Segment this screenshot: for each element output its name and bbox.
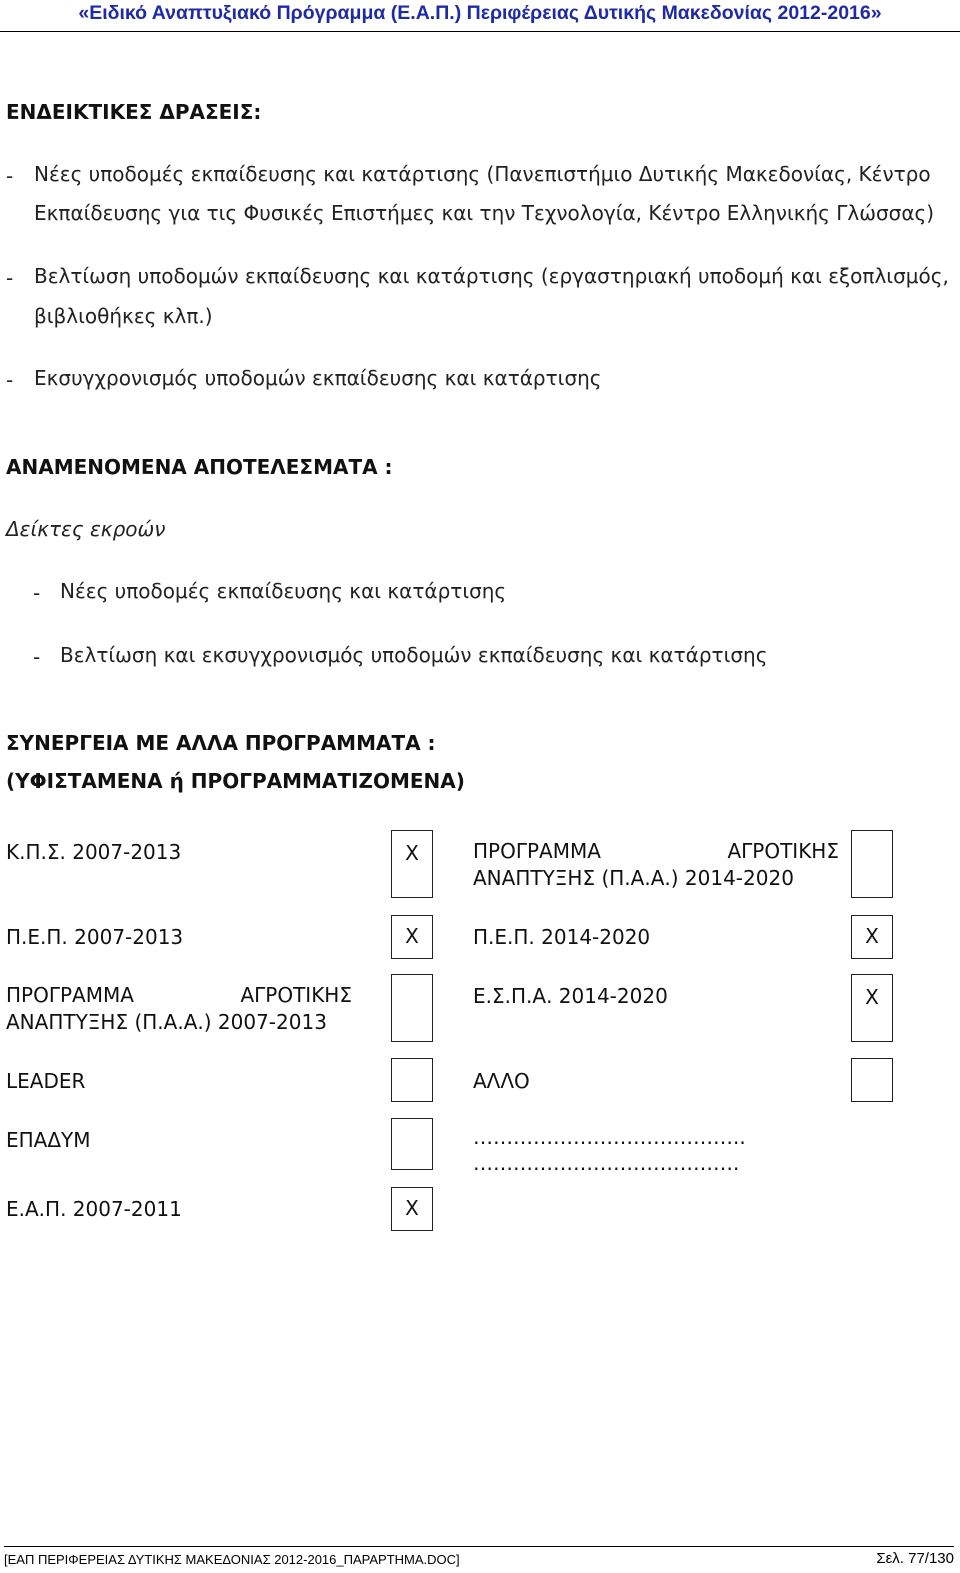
checkbox-leader[interactable] [391, 1058, 433, 1102]
other-fill-line2: …………………………………. [473, 1151, 740, 1175]
synergy-heading-line1: ΣΥΝΕΡΓΕΙΑ ΜΕ ΑΛΛΑ ΠΡΟΓΡΑΜΜΑΤΑ : [6, 731, 436, 755]
checkbox-pep-2007[interactable]: X [391, 915, 433, 959]
checkbox-paa-2007[interactable] [391, 974, 433, 1042]
checkbox-espa-2014[interactable]: X [851, 974, 893, 1042]
other-fill-line1: ………………………………….. [473, 1125, 746, 1149]
bullet-dash: - [33, 645, 41, 669]
action-2-line1: Βελτίωση υποδομών εκπαίδευσης και κατάρτισης (εργαστηριακή υποδομή και εξοπλισμός, [34, 264, 949, 288]
result-2: Βελτίωση και εκσυγχρονισμός υποδομών εκπαίδευσης και κατάρτισης [60, 643, 768, 667]
program-label-paa-2014-word1: ΠΡΟΓΡΑΜΜΑ [473, 839, 601, 863]
bullet-dash: - [6, 266, 14, 290]
program-label-paa-2007-word2: ΑΓΡΟΤΙΚΗΣ [240, 983, 352, 1007]
expected-results-heading: ΑΝΑΜΕΝΟΜΕΝΑ ΑΠΟΤΕΛΕΣΜΑΤΑ : [6, 455, 393, 479]
bullet-dash: - [6, 368, 14, 392]
action-2-line2: βιβλιοθήκες κλπ.) [34, 304, 213, 328]
program-label-paa-2014-word2: ΑΓΡΟΤΙΚΗΣ [727, 839, 839, 863]
action-1-line2: Εκπαίδευσης για τις Φυσικές Επιστήμες και την Τεχνολογία, Κέντρο Ελληνικής Γλώσσας) [34, 201, 935, 225]
document-footer [4, 1546, 954, 1567]
program-label-paa-2007-line1 [6, 983, 352, 1007]
footer-filename: [ΕΑΠ ΠΕΡΙΦΕΡΕΙΑΣ ΔΥΤΙΚΗΣ ΜΑΚΕΔΟΝΙΑΣ 2012-2016_ΠΑΡΑΡΤΗΜΑ.DOC] [4, 1552, 460, 1567]
program-label-epadym: ΕΠΑΔΥΜ [6, 1128, 91, 1152]
program-label-espa-2014: Ε.Σ.Π.Α. 2014-2020 [473, 984, 668, 1008]
bullet-dash: - [33, 581, 41, 605]
checkbox-other[interactable] [851, 1058, 893, 1102]
program-label-paa-2014-line1 [473, 839, 839, 863]
page-number: Σελ. 77/130 [876, 1550, 954, 1567]
bullet-dash: - [6, 164, 14, 188]
action-3-line1: Εκσυγχρονισμός υποδομών εκπαίδευσης και κατάρτισης [34, 366, 602, 390]
program-label-paa-2007-word1: ΠΡΟΓΡΑΜΜΑ [6, 983, 134, 1007]
program-label-eap-2007: Ε.Α.Π. 2007-2011 [6, 1197, 182, 1221]
indicative-actions-heading: ΕΝΔΕΙΚΤΙΚΕΣ ΔΡΑΣΕΙΣ: [6, 100, 262, 124]
result-1: Νέες υποδομές εκπαίδευσης και κατάρτισης [60, 579, 507, 603]
program-label-paa-2007-line2: ΑΝΑΠΤΥΞΗΣ (Π.Α.Α.) 2007-2013 [6, 1010, 327, 1034]
program-label-pep-2014: Π.Ε.Π. 2014-2020 [473, 925, 651, 949]
synergy-heading-line2: (ΥΦΙΣΤΑΜΕΝΑ ή ΠΡΟΓΡΑΜΜΑΤΙΖΟΜΕΝΑ) [6, 769, 465, 793]
checkbox-epadym[interactable] [391, 1118, 433, 1170]
output-indicators-subheading: Δείκτες εκροών [6, 517, 166, 541]
checkbox-pep-2014[interactable]: X [851, 915, 893, 959]
checkbox-kps[interactable]: X [391, 830, 433, 898]
checkbox-eap-2007[interactable]: X [391, 1187, 433, 1231]
program-label-kps: Κ.Π.Σ. 2007-2013 [6, 840, 182, 864]
program-label-paa-2014-line2: ΑΝΑΠΤΥΞΗΣ (Π.Α.Α.) 2014-2020 [473, 866, 794, 890]
program-label-other: ΑΛΛΟ [473, 1069, 530, 1093]
document-header: «Ειδικό Αναπτυξιακό Πρόγραμμα (Ε.Α.Π.) Περιφέρειας Δυτικής Μακεδονίας 2012-2016» [0, 2, 960, 32]
action-1-line1: Νέες υποδομές εκπαίδευσης και κατάρτισης (Πανεπιστήμιο Δυτικής Μακεδονίας, Κέντρο [34, 162, 931, 186]
checkbox-paa-2014[interactable] [851, 830, 893, 898]
program-label-pep-2007: Π.Ε.Π. 2007-2013 [6, 925, 184, 949]
program-label-leader: LEADER [6, 1069, 86, 1093]
